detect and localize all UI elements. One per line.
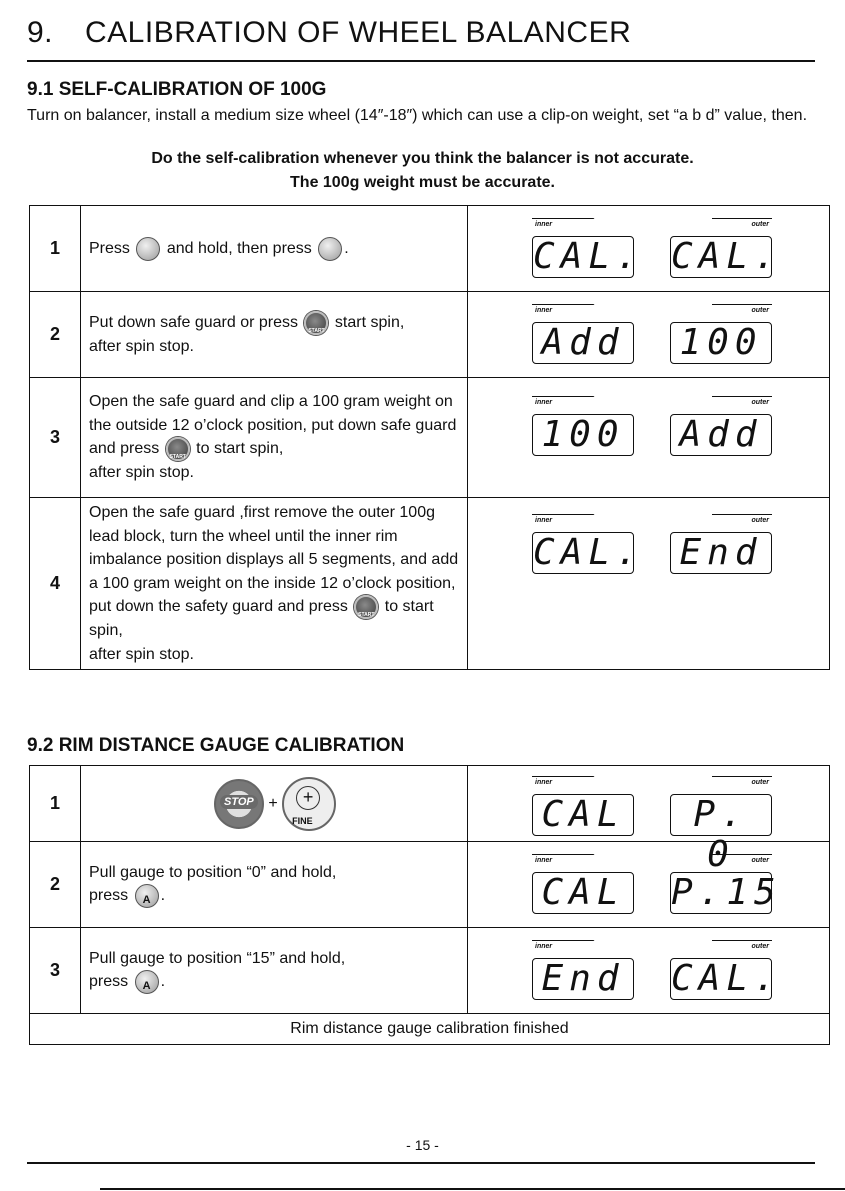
fine-key-icon: + FINE — [282, 777, 336, 831]
step-text-part: Press — [89, 239, 130, 257]
page-number: - 15 - — [406, 1137, 439, 1153]
outer-tab: outer — [712, 854, 772, 867]
step-text-part: . — [160, 973, 166, 991]
outer-tab: outer — [712, 304, 772, 317]
step-text — [81, 378, 468, 498]
section2-title: 9.2 RIM DISTANCE GAUGE CALIBRATION — [27, 735, 405, 756]
balance-key-icon — [136, 237, 160, 261]
step-text-part: . — [160, 887, 166, 905]
display-cell — [468, 292, 830, 378]
section1-intro: Turn on balancer, install a medium size wheel (14″-18″) which can use a clip-on weight, set “a b d” value, then. — [27, 107, 808, 124]
outer-display: CAL. — [671, 236, 782, 277]
table-row — [30, 928, 830, 1014]
step-text-part: Open the safe guard ,first remove the outer 100g lead block, turn the wheel until the inner rim imbalance position displays all 5 segments, and add a 100 gram weight on the inside 12 o’clock position, put down the safety guard and press — [89, 504, 459, 616]
table-row — [30, 206, 830, 292]
function-key-icon — [318, 237, 342, 261]
table-row — [30, 1014, 830, 1045]
step-number: 3 — [30, 378, 81, 498]
outer-display: P. 0 — [670, 794, 772, 836]
heading-title: CALIBRATION OF WHEEL BALANCER — [85, 16, 632, 49]
outer-tab: outer — [712, 218, 772, 231]
aid-key-icon: A — [135, 970, 159, 994]
display-cell — [468, 928, 830, 1014]
section1-title: 9.1 SELF-CALIBRATION OF 100G — [27, 79, 327, 100]
inner-display: Add — [532, 322, 634, 364]
self-calibration-table — [29, 205, 830, 670]
top-rule — [27, 60, 815, 62]
plus-sign: + — [268, 794, 278, 812]
table-row — [30, 498, 830, 670]
outer-tab: outer — [712, 776, 772, 789]
step-text — [81, 292, 468, 378]
table-row — [30, 842, 830, 928]
step-text-part: Pull gauge to position “0” and hold, — [89, 863, 337, 881]
table-row — [30, 378, 830, 498]
display-panel — [532, 514, 772, 576]
gauge-calibration-table — [29, 765, 830, 1045]
note-weight: The 100g weight must be accurate. — [290, 174, 555, 191]
display-panel — [532, 396, 772, 458]
step-text — [81, 842, 468, 928]
calibration-finished: Rim distance gauge calibration finished — [30, 1014, 830, 1045]
display-cell — [468, 498, 830, 670]
bottom-rule — [27, 1162, 815, 1164]
note-accuracy: Do the self-calibration whenever you think the balancer is not accurate. — [151, 150, 694, 167]
display-panel — [532, 218, 782, 280]
start-key-icon: START — [304, 311, 328, 335]
stop-key-icon: STOP — [214, 779, 264, 829]
table-row — [30, 292, 830, 378]
step-number: 4 — [30, 498, 81, 670]
display-cell — [468, 766, 830, 875]
outer-display: End — [670, 532, 772, 574]
inner-display: CAL — [532, 872, 634, 914]
display-panel — [532, 940, 782, 1002]
inner-tab: inner — [532, 854, 592, 867]
step-number: 1 — [30, 206, 81, 292]
inner-tab: inner — [532, 396, 592, 409]
display-panel — [532, 854, 782, 916]
inner-tab: inner — [532, 514, 592, 527]
aid-key-icon: A — [135, 884, 159, 908]
inner-tab: inner — [532, 776, 592, 789]
outer-display: CAL. — [671, 958, 782, 999]
inner-display: CAL. — [533, 236, 644, 277]
outer-tab: outer — [712, 514, 772, 527]
step-number: 2 — [30, 292, 81, 378]
outer-display: 100 — [670, 322, 772, 364]
inner-tab: inner — [532, 940, 592, 953]
outer-tab: outer — [712, 940, 772, 953]
outer-display: Add — [670, 414, 772, 456]
step-text-part: Put down safe guard or press — [89, 313, 299, 331]
step-number: 1 — [30, 766, 81, 842]
step-text-part: press — [89, 973, 129, 991]
step-text — [81, 928, 468, 1014]
heading-number: 9. — [27, 16, 54, 49]
step-text — [81, 498, 468, 670]
step-text — [81, 206, 468, 292]
table-row — [30, 766, 830, 842]
inner-display: CAL. — [533, 532, 644, 573]
outer-tab: outer — [712, 396, 772, 409]
start-key-icon: START — [354, 595, 378, 619]
inner-display: End — [532, 958, 634, 1000]
step-text — [81, 766, 468, 842]
display-cell — [468, 206, 830, 292]
inner-display: CAL — [532, 794, 634, 836]
display-cell — [468, 378, 830, 498]
step-text-part: and hold, then press — [166, 239, 312, 257]
display-panel — [532, 776, 772, 875]
start-key-icon: START — [166, 437, 190, 461]
step-text-part: after spin stop. — [89, 337, 194, 355]
inner-display: 100 — [532, 414, 634, 456]
inner-tab: inner — [532, 304, 592, 317]
step-text-part: to start spin, — [196, 440, 284, 458]
outer-display: P.15 — [671, 872, 782, 913]
step-text-part: press — [89, 887, 129, 905]
display-panel — [532, 304, 772, 366]
step-text-part: start spin, — [334, 313, 405, 331]
step-text-part: . — [344, 239, 349, 257]
step-number: 3 — [30, 928, 81, 1014]
bottom-rule-2 — [100, 1188, 845, 1190]
step-number: 2 — [30, 842, 81, 928]
page-heading — [27, 16, 631, 50]
inner-tab: inner — [532, 218, 592, 231]
step-text-part: Pull gauge to position “15” and hold, — [89, 949, 346, 967]
display-cell — [468, 842, 830, 928]
step-text-part: after spin stop. — [89, 645, 194, 663]
step-text-part: Open the safe guard and clip a 100 gram weight on the outside 12 o’clock position, put down safe guard and press — [89, 393, 457, 458]
step-text-part: to start spin, — [89, 598, 434, 639]
step-text-part: after spin stop. — [89, 464, 194, 482]
